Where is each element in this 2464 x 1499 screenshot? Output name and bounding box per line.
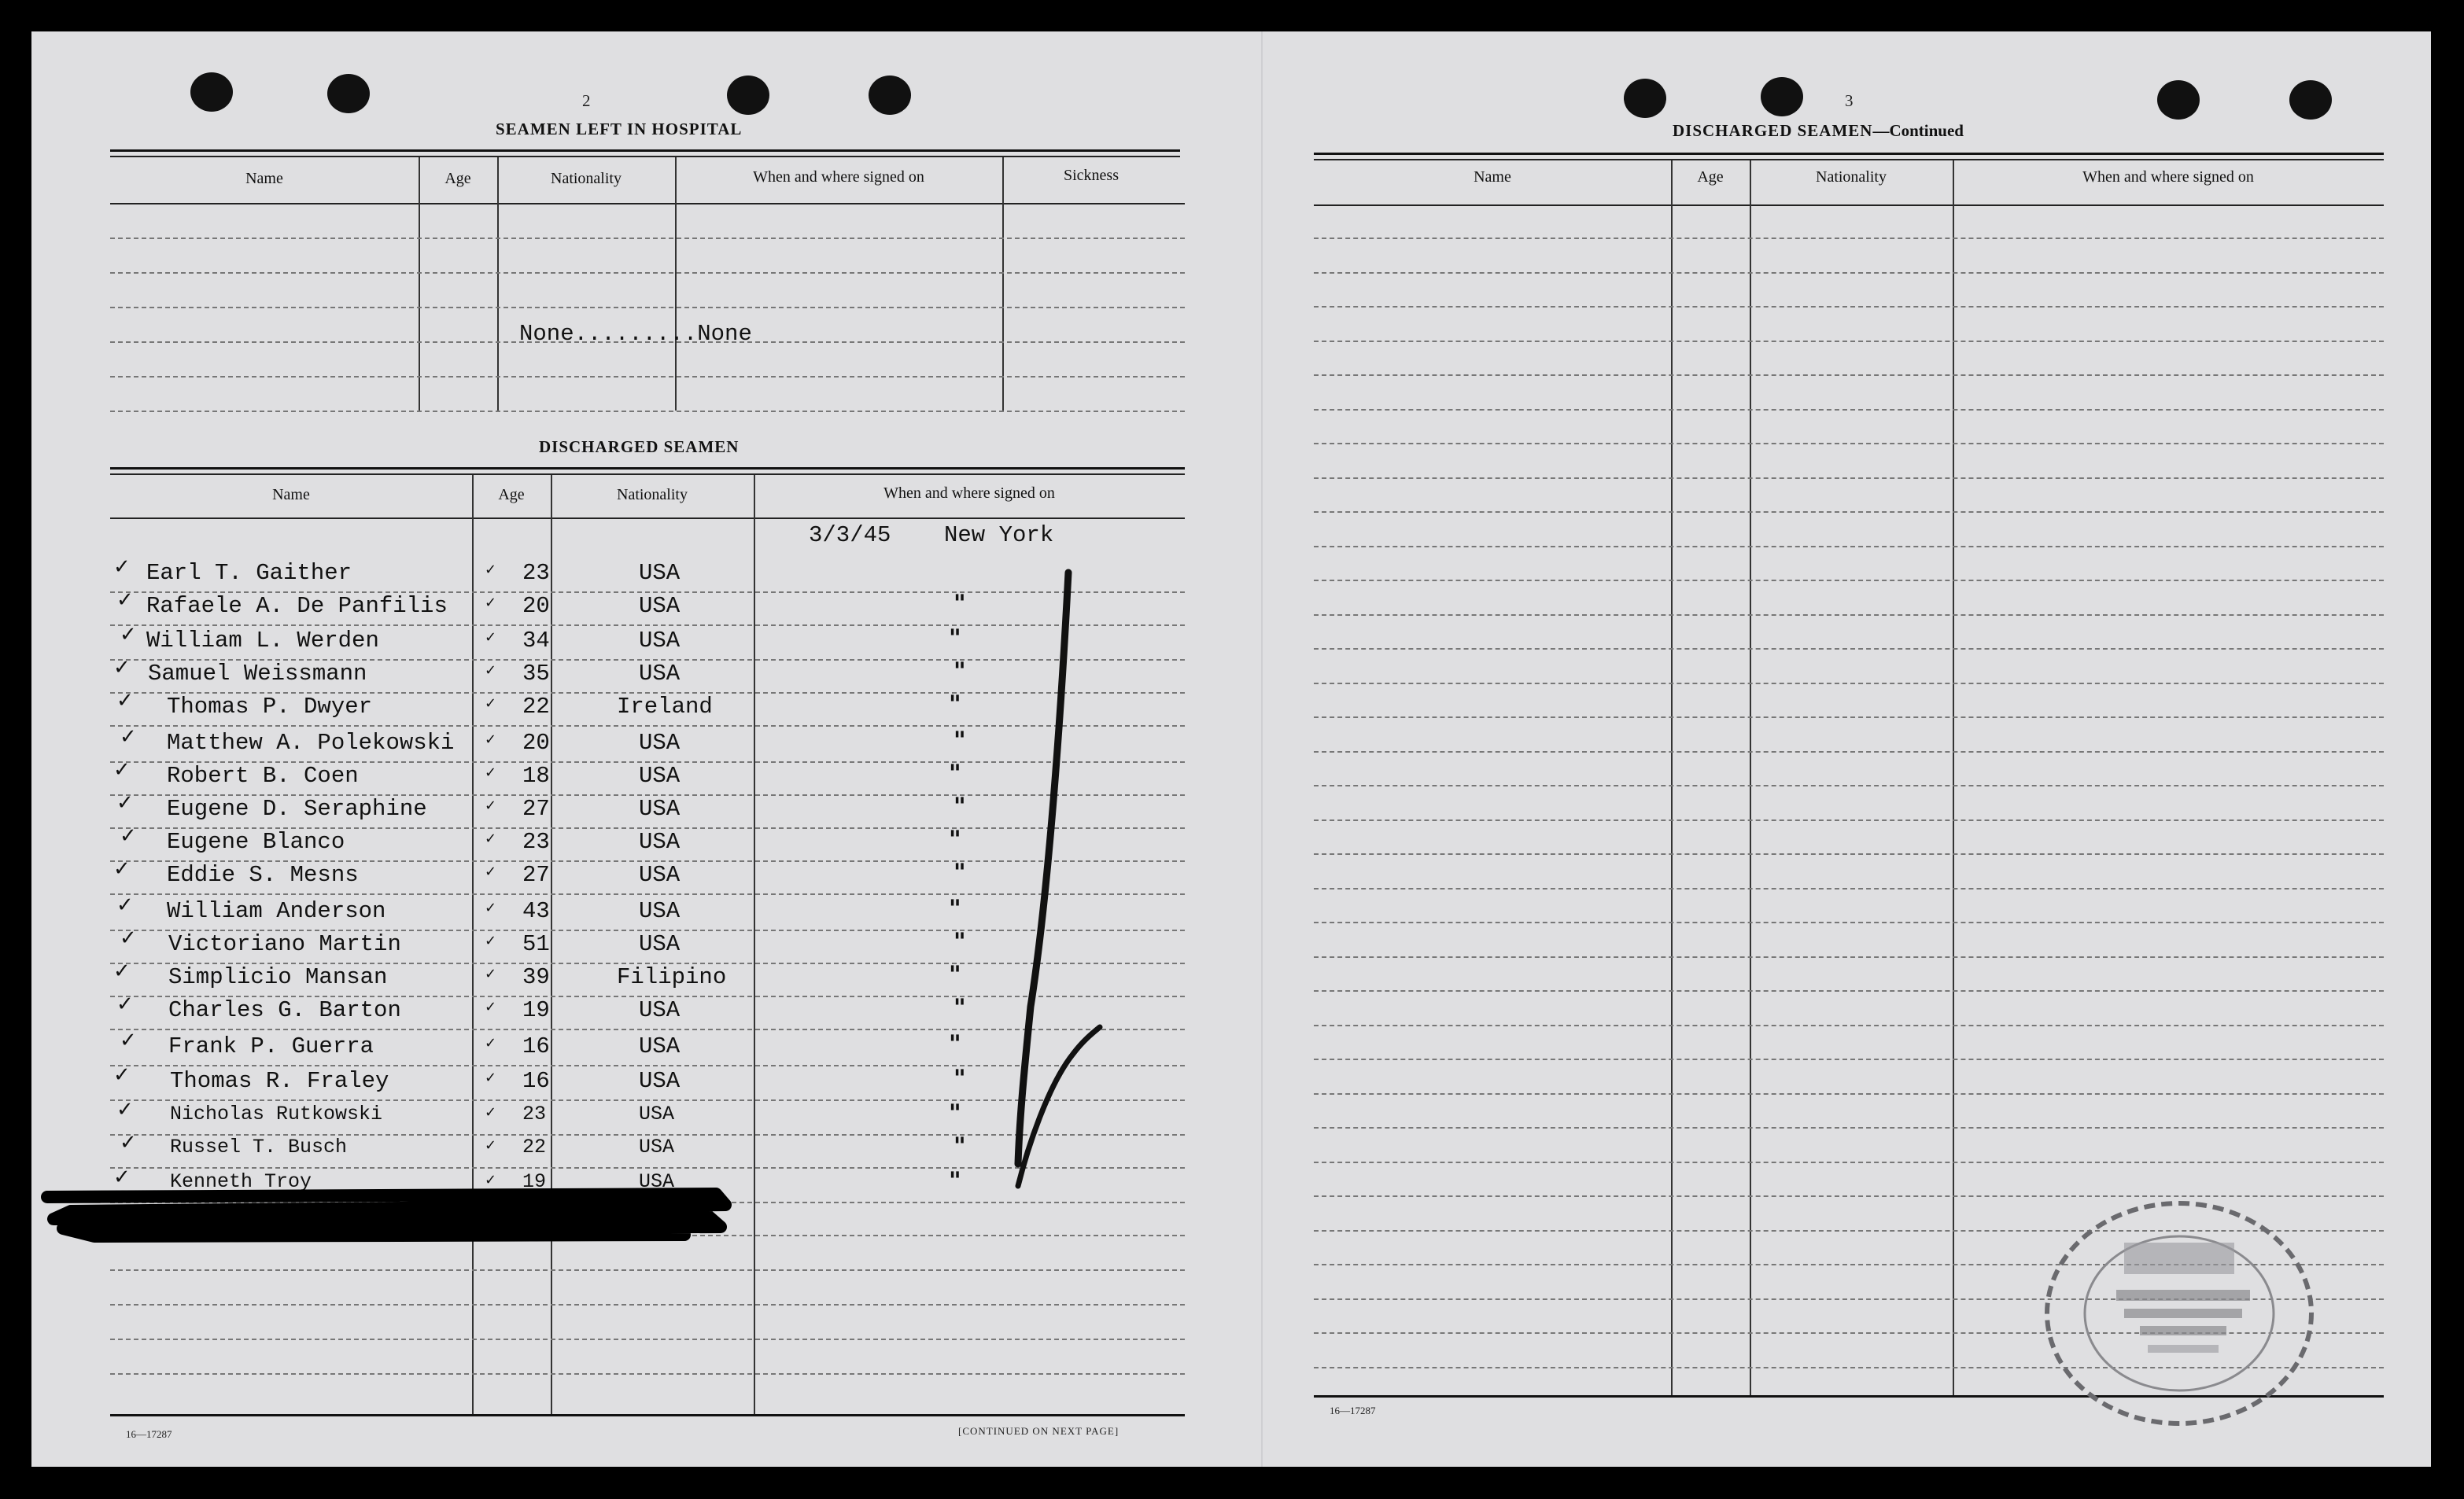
seaman-nationality: USA — [639, 898, 681, 924]
check-mark-icon: ✓ — [485, 629, 497, 646]
punch-hole — [1624, 79, 1666, 118]
row-line — [110, 1339, 1185, 1340]
ditto-mark: " — [954, 590, 966, 617]
row-line — [1314, 580, 2384, 581]
seaman-name: Eugene Blanco — [167, 829, 345, 855]
right-page-title-suffix: —Continued — [1872, 121, 1964, 140]
rule — [110, 473, 1185, 475]
row-line — [1314, 888, 2384, 889]
row-line — [1314, 751, 2384, 753]
punch-hole — [190, 72, 233, 112]
row-line — [1314, 1059, 2384, 1060]
row-line — [1314, 341, 2384, 342]
row-line — [110, 272, 1185, 274]
ditto-mark: " — [954, 994, 966, 1022]
seaman-name: Thomas R. Fraley — [170, 1068, 389, 1094]
discharged-col-nationality: Nationality — [617, 486, 688, 503]
row-line — [1314, 409, 2384, 411]
check-mark-icon: ✓ — [116, 791, 134, 815]
discharged-col-signed-on: When and where signed on — [883, 484, 1055, 502]
seaman-nationality: USA — [639, 931, 681, 957]
row-line — [110, 1269, 1185, 1271]
continued-on-next-page-note: [CONTINUED ON NEXT PAGE] — [958, 1425, 1119, 1437]
left-page-number: 2 — [582, 91, 591, 110]
seaman-nationality: USA — [639, 1136, 675, 1158]
row-line — [1314, 648, 2384, 650]
seaman-name: Kenneth Troy — [170, 1170, 312, 1193]
row-line — [1314, 477, 2384, 479]
seaman-nationality: USA — [639, 560, 681, 586]
immigration-stamp-seal — [2030, 1188, 2329, 1439]
rule — [1314, 204, 2384, 206]
ditto-mark: " — [949, 624, 961, 652]
seaman-age: 19 — [522, 997, 550, 1023]
col-divider — [754, 475, 755, 1416]
seaman-age: 43 — [522, 898, 550, 924]
rule — [110, 149, 1180, 152]
row-line — [110, 376, 1185, 378]
right-col-name: Name — [1474, 168, 1511, 186]
seaman-name: Simplicio Mansan — [168, 964, 388, 990]
seaman-age: 23 — [522, 1103, 547, 1125]
seaman-name: Earl T. Gaither — [146, 560, 352, 586]
check-mark-icon: ✓ — [113, 959, 131, 983]
ditto-mark: " — [949, 961, 961, 989]
right-page-title-main: DISCHARGED SEAMEN — [1673, 121, 1873, 140]
seaman-nationality: Filipino — [617, 964, 727, 990]
check-mark-icon: ✓ — [116, 689, 134, 713]
right-col-signed-on: When and where signed on — [2082, 168, 2254, 186]
redaction-scribble — [39, 1180, 732, 1243]
row-line — [1314, 990, 2384, 992]
ditto-mark: " — [954, 657, 966, 685]
seaman-nationality: USA — [639, 862, 681, 888]
hospital-col-signed-on: When and where signed on — [753, 168, 924, 186]
hospital-col-age: Age — [444, 170, 471, 187]
seaman-name: Eddie S. Mesns — [167, 862, 359, 888]
row-line — [1314, 306, 2384, 308]
punch-hole — [2289, 80, 2332, 120]
ditto-mark: " — [949, 895, 961, 923]
row-line — [1314, 238, 2384, 239]
ditto-mark: " — [954, 793, 966, 820]
check-mark-icon: ✓ — [485, 1070, 497, 1086]
left-form-number: 16—17287 — [126, 1428, 172, 1440]
row-line — [1314, 1162, 2384, 1163]
check-mark-icon: ✓ — [113, 656, 131, 680]
seaman-name: Frank P. Guerra — [168, 1033, 374, 1059]
right-form-number: 16—17287 — [1330, 1405, 1376, 1416]
rule — [1314, 153, 2384, 155]
seaman-nationality: USA — [639, 730, 681, 756]
check-mark-icon: ✓ — [485, 695, 497, 712]
seaman-nationality: Ireland — [617, 694, 713, 720]
seaman-age: 22 — [522, 694, 550, 720]
seaman-age: 16 — [522, 1033, 550, 1059]
col-divider — [1953, 160, 1954, 1395]
check-mark-icon: ✓ — [113, 555, 131, 579]
row-line — [1314, 922, 2384, 923]
check-mark-icon: ✓ — [485, 900, 497, 916]
seaman-age: 51 — [522, 931, 550, 957]
signed-on-place: New York — [944, 522, 1054, 548]
col-divider — [1750, 160, 1751, 1395]
check-mark-icon: ✓ — [485, 764, 497, 781]
discharged-section-title: DISCHARGED SEAMEN — [539, 437, 740, 456]
seaman-age: 34 — [522, 628, 550, 654]
seaman-nationality: USA — [639, 1170, 675, 1193]
seaman-nationality: USA — [639, 763, 681, 789]
check-mark-icon: ✓ — [485, 1172, 497, 1188]
seaman-age: 23 — [522, 829, 550, 855]
col-divider — [497, 157, 499, 411]
hospital-none-entry: None.........None — [519, 321, 752, 347]
check-mark-icon: ✓ — [113, 857, 131, 881]
check-mark-icon: ✓ — [116, 588, 134, 612]
seaman-age: 20 — [522, 593, 550, 619]
ditto-mark: " — [954, 727, 966, 754]
punch-hole — [327, 74, 370, 113]
seaman-name: Samuel Weissmann — [148, 661, 367, 687]
rule — [110, 156, 1180, 157]
col-divider — [419, 157, 420, 411]
seaman-name: Victoriano Martin — [168, 931, 401, 957]
check-mark-icon: ✓ — [116, 993, 134, 1016]
seaman-age: 27 — [522, 862, 550, 888]
col-divider — [1671, 160, 1673, 1395]
right-page-title — [1673, 121, 1964, 141]
check-mark-icon: ✓ — [485, 864, 497, 880]
seaman-name: Thomas P. Dwyer — [167, 694, 373, 720]
ditto-mark: " — [949, 760, 961, 787]
row-line — [110, 411, 1185, 412]
col-divider — [551, 475, 552, 1416]
row-line — [1314, 1025, 2384, 1026]
row-line — [1314, 374, 2384, 376]
col-divider — [1002, 157, 1004, 411]
seaman-age: 23 — [522, 560, 550, 586]
seaman-nationality: USA — [639, 796, 681, 822]
row-line — [1314, 443, 2384, 444]
punch-hole — [727, 76, 769, 115]
ditto-mark: " — [954, 928, 966, 956]
discharged-col-name: Name — [272, 486, 310, 503]
seaman-age: 39 — [522, 964, 550, 990]
ditto-mark: " — [949, 826, 961, 853]
check-mark-icon: ✓ — [116, 1098, 134, 1121]
seaman-name: William L. Werden — [146, 628, 379, 654]
row-line — [1314, 853, 2384, 855]
check-mark-icon: ✓ — [120, 824, 137, 848]
row-line — [1314, 546, 2384, 547]
manifest-sheet — [31, 31, 2431, 1467]
ditto-mark: " — [949, 1030, 961, 1058]
row-line — [1314, 1093, 2384, 1095]
row-line — [110, 1373, 1185, 1375]
check-mark-icon: ✓ — [485, 797, 497, 814]
seaman-name: Charles G. Barton — [168, 997, 401, 1023]
row-line — [1314, 683, 2384, 684]
col-divider — [675, 157, 677, 411]
check-mark-icon: ✓ — [485, 999, 497, 1015]
ditto-mark: " — [949, 1167, 961, 1195]
check-mark-icon: ✓ — [485, 562, 497, 578]
row-line — [110, 307, 1185, 308]
hospital-section-title: SEAMEN LEFT IN HOSPITAL — [496, 120, 743, 138]
seaman-name: Rafaele A. De Panfilis — [146, 593, 448, 619]
seaman-name: Nicholas Rutkowski — [170, 1103, 383, 1125]
check-mark-icon: ✓ — [120, 725, 137, 749]
page-fold — [1261, 31, 1263, 1467]
seaman-age: 20 — [522, 730, 550, 756]
seaman-nationality: USA — [639, 997, 681, 1023]
hospital-col-nationality: Nationality — [551, 170, 622, 187]
check-mark-icon: ✓ — [120, 1029, 137, 1052]
ditto-mark: " — [949, 691, 961, 718]
col-divider — [472, 475, 474, 1416]
seaman-name: Eugene D. Seraphine — [167, 796, 427, 822]
check-mark-icon: ✓ — [113, 1166, 131, 1189]
check-mark-icon: ✓ — [485, 831, 497, 847]
seaman-age: 27 — [522, 796, 550, 822]
rule — [1314, 159, 2384, 160]
punch-hole — [869, 76, 911, 115]
check-mark-icon: ✓ — [485, 1104, 497, 1121]
seaman-age: 19 — [522, 1170, 547, 1193]
rule — [110, 517, 1185, 519]
hospital-col-sickness: Sickness — [1064, 167, 1119, 184]
row-line — [110, 238, 1185, 239]
seaman-name: Matthew A. Polekowski — [167, 730, 455, 756]
check-mark-icon: ✓ — [120, 1131, 137, 1155]
seaman-nationality: USA — [639, 628, 681, 654]
seaman-name: William Anderson — [167, 898, 386, 924]
check-mark-icon: ✓ — [116, 893, 134, 917]
check-mark-icon: ✓ — [485, 1035, 497, 1052]
ditto-mark: " — [954, 859, 966, 886]
row-line — [1314, 785, 2384, 786]
seaman-name: Russel T. Busch — [170, 1136, 348, 1158]
signed-on-date: 3/3/45 — [809, 522, 891, 548]
punch-hole — [1761, 77, 1803, 116]
row-line — [1314, 614, 2384, 616]
row-line — [1314, 716, 2384, 718]
check-mark-icon: ✓ — [485, 662, 497, 679]
seaman-nationality: USA — [639, 1033, 681, 1059]
seaman-nationality: USA — [639, 661, 681, 687]
seaman-age: 35 — [522, 661, 550, 687]
seaman-nationality: USA — [639, 829, 681, 855]
seaman-nationality: USA — [639, 1103, 675, 1125]
row-line — [1314, 272, 2384, 274]
seaman-age: 22 — [522, 1136, 547, 1158]
ditto-mark: " — [954, 1065, 966, 1092]
check-mark-icon: ✓ — [485, 966, 497, 982]
punch-hole — [2157, 80, 2200, 120]
seaman-nationality: USA — [639, 593, 681, 619]
row-line — [1314, 511, 2384, 513]
hospital-col-name: Name — [245, 170, 283, 187]
row-line — [1314, 819, 2384, 821]
check-mark-icon: ✓ — [120, 623, 137, 646]
discharged-col-age: Age — [498, 486, 525, 503]
seaman-nationality: USA — [639, 1068, 681, 1094]
seaman-age: 16 — [522, 1068, 550, 1094]
rule — [110, 467, 1185, 470]
rule — [110, 1414, 1185, 1416]
ditto-mark: " — [954, 1133, 966, 1160]
row-line — [110, 1304, 1185, 1306]
right-col-nationality: Nationality — [1816, 168, 1887, 186]
row-line — [1314, 1127, 2384, 1129]
check-mark-icon: ✓ — [113, 758, 131, 782]
seaman-age: 18 — [522, 763, 550, 789]
check-mark-icon: ✓ — [120, 926, 137, 950]
right-col-age: Age — [1697, 168, 1724, 186]
right-page-number: 3 — [1845, 91, 1854, 110]
seaman-name: Robert B. Coen — [167, 763, 359, 789]
check-mark-icon: ✓ — [485, 933, 497, 949]
check-mark-icon: ✓ — [485, 1137, 497, 1154]
ditto-mark: " — [949, 1099, 961, 1127]
check-mark-icon: ✓ — [113, 1063, 131, 1087]
rule — [110, 203, 1185, 204]
large-check-mark-icon — [976, 566, 1117, 1211]
check-mark-icon: ✓ — [485, 731, 497, 748]
check-mark-icon: ✓ — [485, 595, 497, 611]
row-line — [1314, 956, 2384, 958]
